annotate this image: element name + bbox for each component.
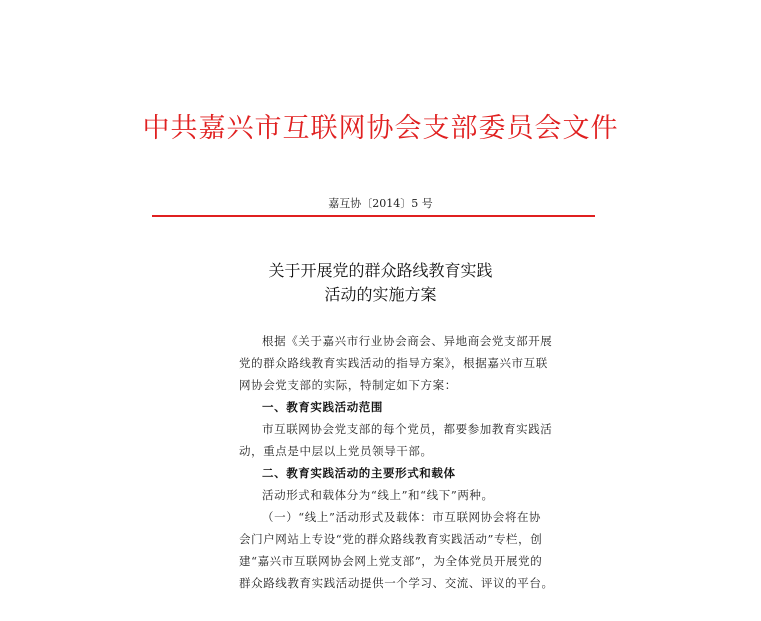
document-number: 嘉互协〔2014〕5 号 — [328, 197, 433, 210]
section-heading-1: 一、教育实践活动范围 — [262, 400, 383, 414]
body-paragraph-line: （一）“线上”活动形式及载体：市互联网协会将在协 — [262, 510, 542, 524]
body-paragraph-line: 党的群众路线教育实践活动的指导方案》，根据嘉兴市互联 — [239, 356, 548, 370]
section-heading-2: 二、教育实践活动的主要形式和载体 — [262, 466, 456, 480]
document-title-line-2: 活动的实施方案 — [324, 285, 437, 304]
document-body — [239, 330, 569, 594]
body-paragraph-line: 根据《关于嘉兴市行业协会商会、异地商会党支部开展 — [262, 334, 553, 348]
red-divider-line — [152, 215, 595, 217]
body-paragraph-line: 群众路线教育实践活动提供一个学习、交流、评议的平台。 — [239, 576, 554, 590]
body-paragraph-line: 网协会党支部的实际，特制定如下方案： — [239, 378, 457, 392]
document-header-title: 中共嘉兴市互联网协会支部委员会文件 — [142, 113, 619, 144]
body-paragraph-line: 建“嘉兴市互联网协会网上党支部”，为全体党员开展党的 — [239, 554, 543, 568]
body-paragraph-line: 活动形式和载体分为“线上”和“线下”两种。 — [262, 488, 494, 502]
body-paragraph-line: 市互联网协会党支部的每个党员，都要参加教育实践活 — [262, 422, 553, 436]
document-title-line-1: 关于开展党的群众路线教育实践 — [268, 261, 493, 280]
body-paragraph-line: 动，重点是中层以上党员领导干部。 — [239, 444, 433, 458]
body-paragraph-line: 会门户网站上专设“党的群众路线教育实践活动”专栏，创 — [239, 532, 543, 546]
